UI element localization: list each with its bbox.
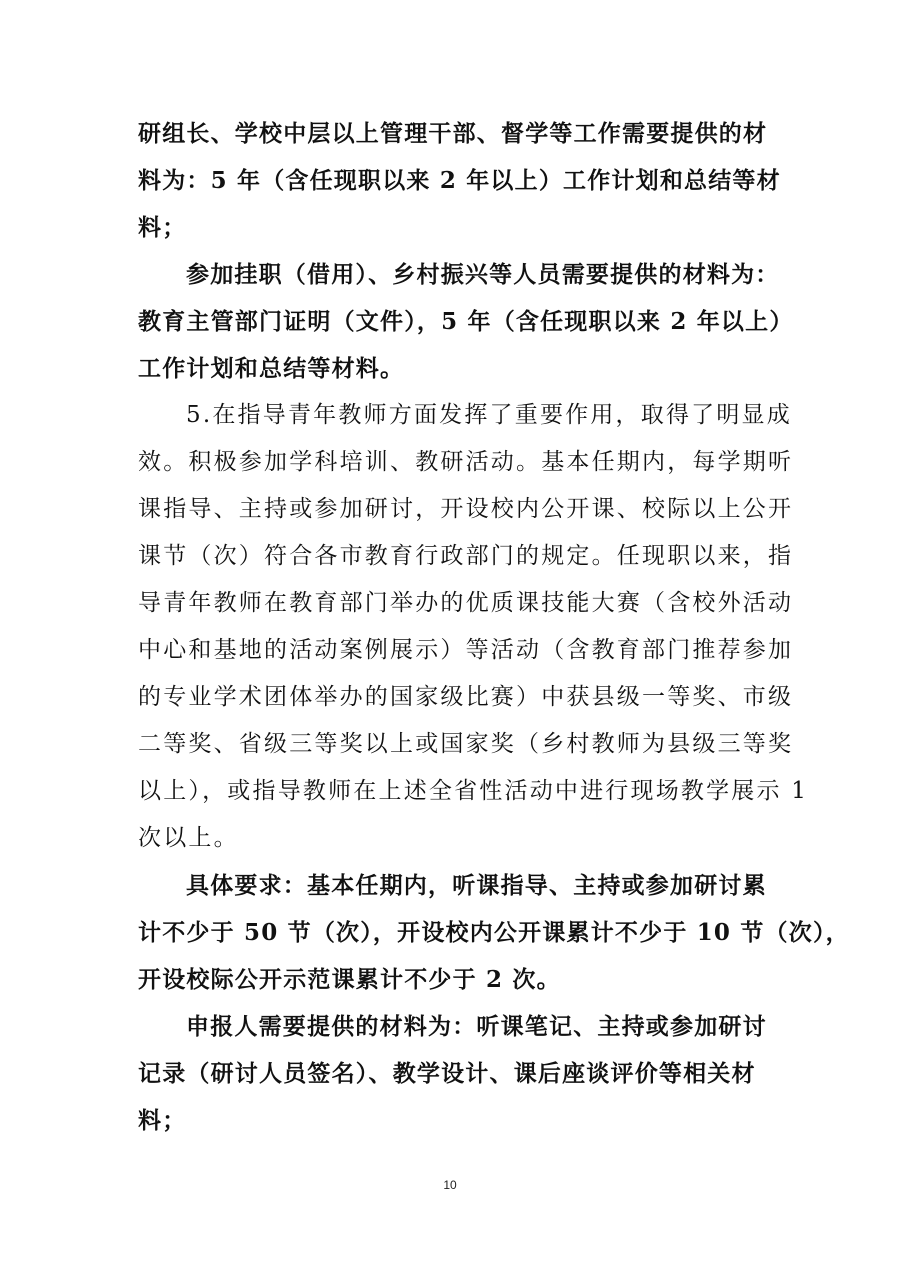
text-line: 教育主管部门证明（文件），5 年（含任现职以来 2 年以上） — [138, 308, 794, 335]
page-number: 10 — [443, 1178, 457, 1192]
text-line: 料； — [138, 1107, 187, 1134]
paragraph-leader-materials — [138, 110, 781, 251]
text-line: 二等奖、省级三等奖以上或国家奖（乡村教师为县级三等奖 — [138, 731, 794, 757]
text-line: 5.在指导青年教师方面发挥了重要作用，取得了明显成 — [186, 402, 792, 428]
text-line: 导青年教师在教育部门举办的优质课技能大赛（含校外活动 — [138, 590, 794, 616]
text-line: 具体要求：基本任期内，听课指导、主持或参加研讨累 — [186, 872, 767, 899]
text-line: 课指导、主持或参加研讨，开设校内公开课、校际以上公开 — [138, 496, 794, 522]
paragraph-applicant-materials — [138, 1003, 768, 1144]
text-line: 计不少于 50 节（次），开设校内公开课累计不少于 10 节（次）， — [138, 919, 850, 946]
text-line: 次以上。 — [138, 825, 239, 851]
paragraph-secondment-materials — [138, 251, 794, 392]
text-line: 效。积极参加学科培训、教研活动。基本任期内，每学期听 — [138, 449, 794, 475]
paragraph-specific-requirements — [138, 862, 850, 1003]
text-line: 研组长、学校中层以上管理干部、督学等工作需要提供的材 — [138, 120, 768, 147]
text-line: 料； — [138, 214, 187, 241]
text-line: 工作计划和总结等材料。 — [138, 355, 405, 382]
text-line: 记录（研讨人员签名）、教学设计、课后座谈评价等相关材 — [138, 1060, 756, 1087]
text-line: 以上），或指导教师在上述全省性活动中进行现场教学展示 1 — [138, 778, 809, 804]
text-line: 申报人需要提供的材料为：听课笔记、主持或参加研讨 — [186, 1013, 767, 1040]
text-line: 的专业学术团体举办的国家级比赛）中获县级一等奖、市级 — [138, 684, 794, 710]
paragraph-item-5 — [138, 392, 809, 862]
text-line: 参加挂职（借用）、乡村振兴等人员需要提供的材料为： — [186, 261, 780, 288]
text-line: 中心和基地的活动案例展示）等活动（含教育部门推荐参加 — [138, 637, 794, 663]
text-line: 课节（次）符合各市教育行政部门的规定。任现职以来，指 — [138, 543, 794, 569]
text-line: 料为：5 年（含任现职以来 2 年以上）工作计划和总结等材 — [138, 167, 781, 194]
text-line: 开设校际公开示范课累计不少于 2 次。 — [138, 966, 561, 993]
